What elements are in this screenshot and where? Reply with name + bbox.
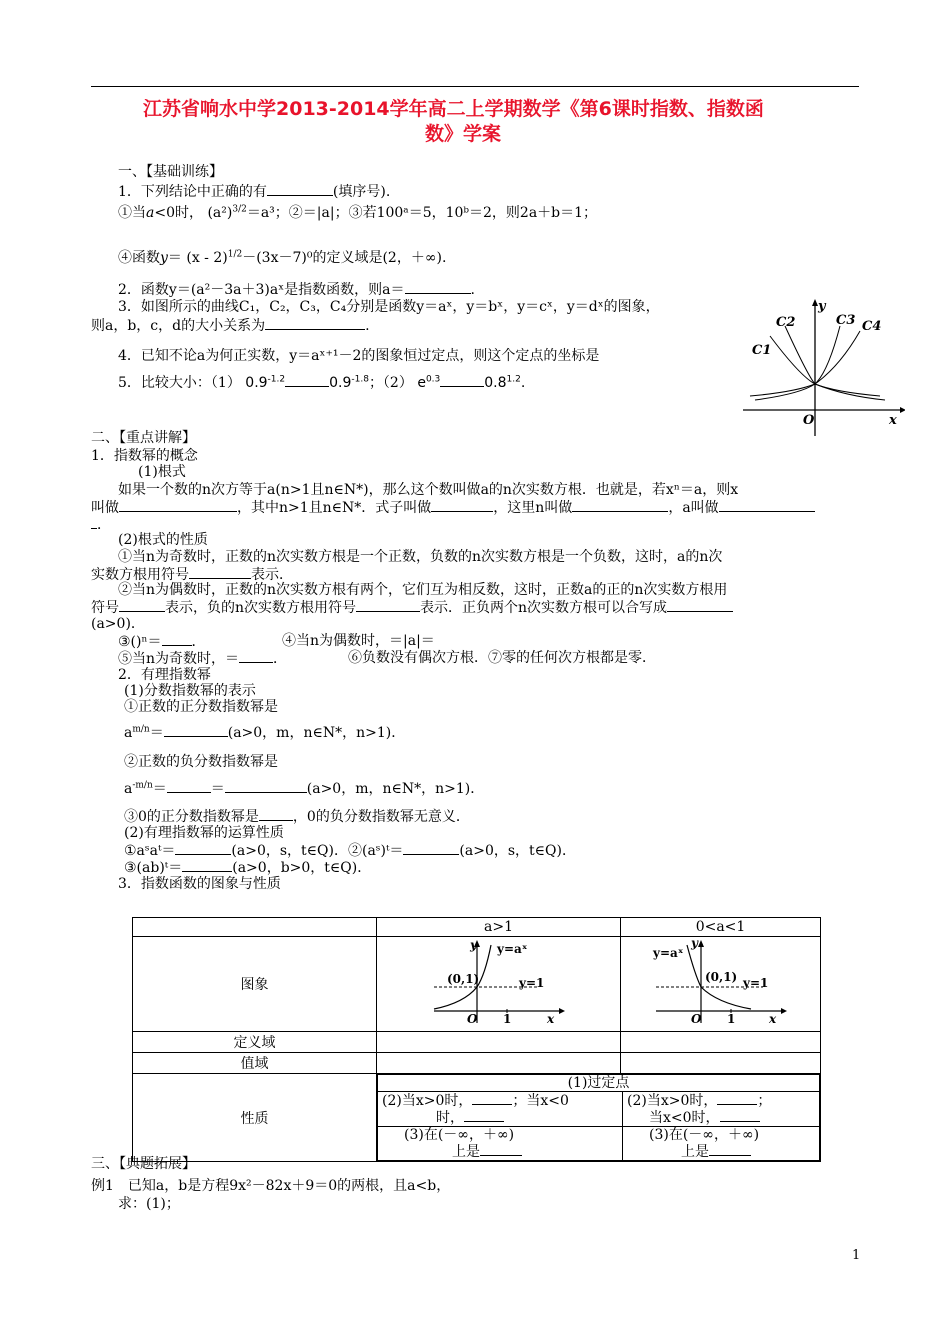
s2-r3: ③()ⁿ＝ ． [118, 634, 206, 650]
fig-label-c3: C3 [836, 313, 856, 328]
blank-mono-l[interactable] [480, 1143, 522, 1156]
section1-heading: 一、【基础训练】 [118, 164, 223, 180]
blank-pos-frac[interactable] [164, 724, 228, 737]
q1: 1．下列结论中正确的有 (填序号). [118, 184, 391, 200]
s2-r1b: 实数方根用符号 表示． [91, 567, 293, 583]
q1-options-line2: ④函数y＝ (x - 2)$^{1/2}$－(3x－7)⁰的定义域是(2，＋∞). [118, 249, 447, 266]
s2-p1c: ． [91, 516, 111, 534]
curve-c4 [755, 331, 860, 400]
g1-label-y: y [469, 938, 477, 952]
s2-p1b: 叫做 ，其中n>1且n∈N*．式子叫做 ，这里n叫做 ，a叫做 [91, 499, 815, 517]
formula-a-m-over-n: $a^{m/n}$ [124, 724, 150, 741]
s2-h1b: (2)根式的性质 [118, 532, 208, 548]
prop-right-values: (2)当x>0时， ； 当x<0时， [623, 1092, 820, 1127]
q3-blank[interactable] [265, 317, 365, 330]
g2-x-arrow [781, 1008, 787, 1014]
blank-radical[interactable] [431, 499, 493, 512]
q2-blank[interactable] [405, 281, 471, 294]
blank-op2[interactable] [403, 842, 459, 855]
domain-cell-2[interactable] [621, 1032, 821, 1053]
s2-p1: 如果一个数的n次方等于a(n>1且n∈N*)，那么这个数叫做a的n次实数方根．也就是，若xⁿ＝a，则x [118, 482, 739, 498]
section2-heading: 二、【重点讲解】 [91, 430, 196, 446]
blank-op1[interactable] [175, 842, 231, 855]
blank-r5[interactable] [239, 650, 273, 663]
q1-options-line1: ①当a<0时， $(a^2)^{3/2}=a^3$；②＝|a|；③若100ᵃ＝5，10ᵇ＝2，则2a＋b＝1； [118, 204, 598, 221]
g2-label-x: x [768, 1012, 776, 1026]
exp-curves-figure [740, 296, 905, 441]
fig-label-c1: C1 [752, 343, 772, 358]
blank-neg-frac2[interactable] [225, 780, 307, 793]
q5-expr1: $0.9^{-1.2}$ [245, 374, 286, 391]
fig-label-c2: C2 [776, 315, 796, 330]
formula-a-neg-m-over-n: $a^{-m/n}$ [124, 780, 153, 797]
g2-label-1: 1 [726, 1012, 735, 1026]
s2-o2: ③(ab)ᵗ＝ (a>0，b>0，t∈Q)． [124, 860, 372, 876]
top-rule [91, 86, 859, 87]
range-cell-2[interactable] [621, 1053, 821, 1074]
s2-h2b: (2)有理指数幂的运算性质 [124, 825, 284, 841]
blank-prop-l1[interactable] [472, 1092, 512, 1105]
g1-label-x: x [546, 1012, 554, 1026]
blank-op3[interactable] [182, 859, 232, 872]
g1-label-point: (0,1) [446, 972, 479, 986]
q3-line1: 3．如图所示的曲线C₁，C₂，C₃，C₄分别是函数y＝aˣ，y＝bˣ，y＝cˣ，y＝dˣ的图象， [118, 299, 660, 315]
q5-blank1[interactable] [285, 374, 329, 387]
doc-title-line2: 数》学案 [425, 123, 502, 145]
q5-expr4: $0.8^{1.2}$ [484, 374, 521, 391]
curve-c3 [750, 326, 840, 396]
row-label-graph: 图象 [133, 937, 377, 1032]
s2-r2c: (a>0)． [91, 616, 145, 632]
s2-r1: ①当n为奇数时，正数的n次实数方根是一个正数，负数的n次实数方根是一个负数，这时，a的n次 [118, 549, 723, 565]
g2-y-arrow [698, 940, 704, 947]
blank-radicand[interactable] [719, 499, 815, 512]
graph-cell-a-gt-1 [377, 937, 621, 1032]
g2-label-point: (0,1) [704, 970, 737, 984]
fig-label-y: y [818, 299, 826, 314]
g1-label-o: O [466, 1012, 477, 1026]
blank-root-name[interactable] [119, 499, 237, 512]
g2-label-func: y=aˣ [652, 946, 684, 960]
q2: 2．函数y＝(a²－3a＋3)aˣ是指数函数，则a＝ . [118, 282, 475, 298]
q4: 4．已知不论a为何正实数，y＝aˣ⁺¹－2的图象恒过定点，则这个定点的坐标是 [118, 348, 600, 364]
blank-pos-root[interactable] [119, 599, 165, 612]
blank-neg-frac1[interactable] [167, 780, 211, 793]
blank-odd-root[interactable] [189, 566, 251, 579]
properties-cell [377, 1074, 821, 1162]
s2-h2a: (1)分数指数幂的表示 [124, 683, 256, 699]
row-label-properties: 性质 [133, 1074, 377, 1162]
fig-label-x: x [889, 413, 897, 428]
s2-r4: ④当n为偶数时，＝|a|＝ [282, 633, 435, 649]
s2-f1-formula: $a^{m/n}= (a>0$，m，n∈N*，n>1)． [124, 724, 406, 741]
example1-line2: 求：(1)； [118, 1196, 180, 1212]
q5-expr2: $0.9^{-1.8}$ [329, 374, 369, 391]
blank-prop-l2[interactable] [464, 1109, 504, 1122]
blank-mono-r[interactable] [709, 1143, 751, 1156]
g2-label-o: O [690, 1012, 701, 1026]
q5: 5．比较大小：（1） $0.9^{-1.2}$ $0.9^{-1.8}$；（2） $e^{0.3}$ $0.8^{1.2}$. [118, 374, 526, 391]
section3-heading: 三、【典题拓展】 [91, 1156, 196, 1172]
formula-a2-pow: $(a^2)^{3/2}$ [207, 204, 247, 221]
prop-left-monotonic: (3)在(－∞，＋∞) 上是 [378, 1127, 623, 1161]
formula-x-minus-2: (x - 2)$^{1/2}$ [186, 249, 243, 266]
blank-neg-root[interactable] [356, 599, 420, 612]
range-cell-1[interactable] [377, 1053, 621, 1074]
example1-line1: 例1 已知a，b是方程9x²－82x＋9＝0的两根，且a<b， [91, 1178, 451, 1194]
g1-label-1: 1 [502, 1012, 511, 1026]
fig-label-c4: C4 [862, 319, 882, 334]
g2-label-y: y [690, 937, 698, 950]
doc-title-line1: 江苏省响水中学2013-2014学年高二上学期数学《第6课时指数、指数函 [143, 98, 764, 120]
q5-blank2[interactable] [440, 374, 484, 387]
table-header-empty [133, 918, 377, 937]
q1-blank[interactable] [267, 183, 333, 196]
g1-x-arrow [559, 1008, 565, 1014]
fig-label-o: O [803, 413, 815, 428]
row-label-range: 值域 [133, 1053, 377, 1074]
blank-zero-pow[interactable] [259, 808, 293, 821]
curve-c2 [785, 326, 880, 396]
prop-fixed-point: (1)过定点 [378, 1075, 820, 1092]
s2-h3: 3．指数函数的图象与性质 [118, 876, 281, 892]
g1-label-y1: y=1 [518, 976, 544, 990]
table-header-a-gt-1: a>1 [377, 918, 621, 937]
domain-cell-1[interactable] [377, 1032, 621, 1053]
g2-label-y1: y=1 [742, 976, 768, 990]
graph-increasing [429, 937, 569, 1027]
page-number: 1 [852, 1248, 861, 1263]
g1-label-func: y=aˣ [496, 942, 528, 956]
fig-x-arrow [900, 407, 905, 413]
curve-c1 [770, 336, 885, 400]
s2-f1: ①正数的正分数指数幂是 [124, 699, 278, 715]
blank-combined-root[interactable] [667, 599, 733, 612]
graph-cell-a-lt-1 [621, 937, 821, 1032]
s2-h1: 1．指数幂的概念 [91, 448, 198, 464]
table-header-a-lt-1: 0<a<1 [621, 918, 821, 937]
properties-inner-table [377, 1074, 820, 1161]
s2-r2: ②当n为偶数时，正数的n次实数方根有两个，它们互为相反数，这时，正数a的正的n次实数方根用 [118, 582, 728, 598]
s2-f3: ③0的正分数指数幂是 ，0的负分数指数幂无意义． [124, 809, 470, 825]
s2-r5: ⑤当n为奇数时，＝ ． [118, 651, 288, 667]
exp-function-table [132, 917, 821, 1162]
blank-prop-r1[interactable] [717, 1092, 757, 1105]
blank-index[interactable] [572, 499, 668, 512]
q3-line2: 则a，b，c，d的大小关系为 . [91, 318, 370, 334]
q5-expr3: $e^{0.3}$ [417, 374, 441, 391]
s2-h2: 2．有理指数幂 [118, 667, 211, 683]
blank-prop-r2[interactable] [720, 1109, 760, 1122]
s2-r2b: 符号 表示，负的n次实数方根用符号 表示．正负两个n次实数方根可以合写成 [91, 599, 733, 617]
s2-h1a: (1)根式 [138, 464, 186, 480]
s2-o1: ①aˢaᵗ＝ (a>0，s，t∈Q)．②(aˢ)ᵗ＝ (a>0，s，t∈Q)． [124, 843, 576, 859]
s2-r6: ⑥负数没有偶次方根．⑦零的任何次方根都是零． [348, 650, 656, 666]
blank-r3[interactable] [162, 633, 192, 646]
prop-right-monotonic: (3)在(－∞，＋∞) 上是 [623, 1127, 820, 1161]
s2-f2-formula: $a^{-m/n}= = (a>0$，m，n∈N*，n>1)． [124, 780, 485, 797]
graph-decreasing [651, 937, 791, 1027]
prop-left-values: (2)当x>0时， ；当x<0 时， [378, 1092, 623, 1127]
row-label-domain: 定义域 [133, 1032, 377, 1053]
s2-f2: ②正数的负分数指数幂是 [124, 754, 278, 770]
